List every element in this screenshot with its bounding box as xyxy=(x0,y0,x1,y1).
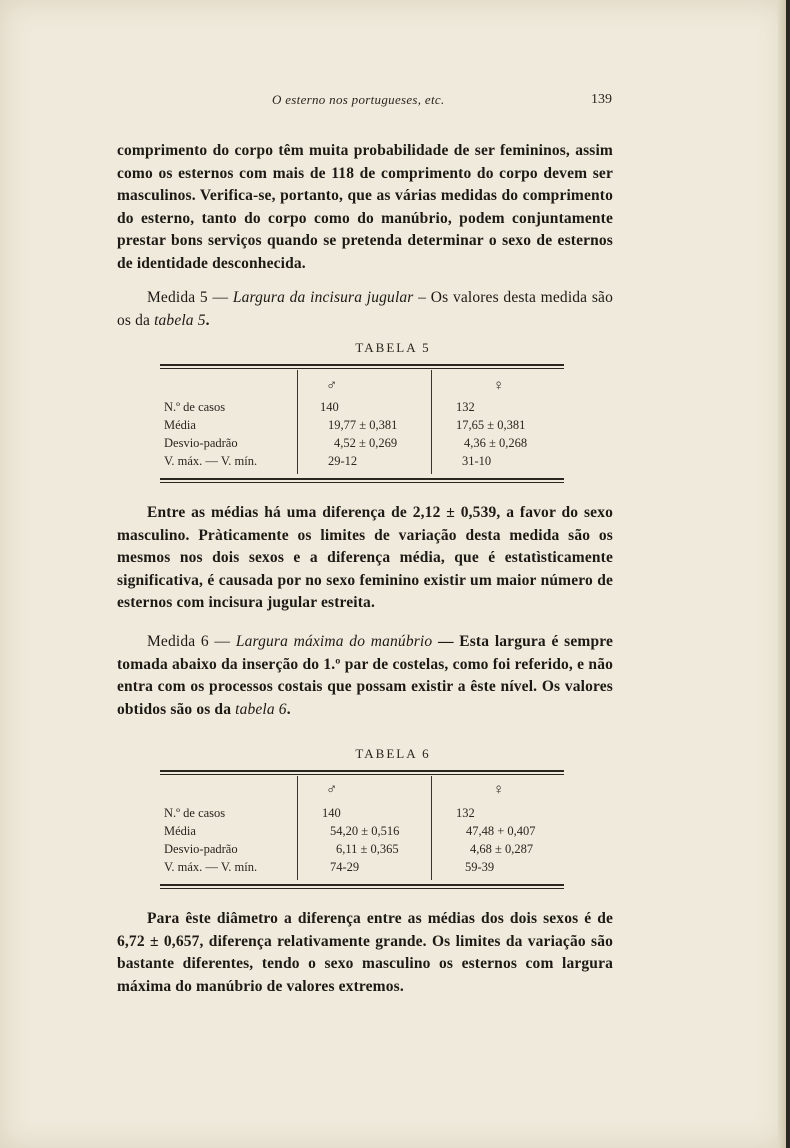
table-6-female-value: 4,68 ± 0,287 xyxy=(470,842,534,856)
table-6-top-rule xyxy=(160,770,564,775)
female-symbol: ♀ xyxy=(493,782,505,798)
table-5-male-value: 19,77 ± 0,381 xyxy=(328,418,398,432)
table-5-female-value: 31-10 xyxy=(462,454,492,468)
table-6-column-divider xyxy=(297,776,298,880)
table-6-male-value: 54,20 ± 0,516 xyxy=(330,824,400,838)
medida-5-mid: – Os valores desta medida são os da xyxy=(117,289,613,329)
medida-6-end: . xyxy=(286,700,291,718)
table-6-row-label: N.º de casos xyxy=(164,806,226,820)
paragraph-medias-5: Entre as médias há uma diferença de 2,12 ± 0,539, a favor do sexo masculino. Pràticamente os limites de variação desta medida são os mesmos nos dois sexos e a diferença média, que é estatìsticamente significativa, é causada por no sexo feminino existir um maior número de esternos com incisura jugular estreita. xyxy=(117,504,613,612)
table-6-male-value: 74-29 xyxy=(330,860,360,874)
female-symbol: ♀ xyxy=(493,378,505,394)
medida-5-title: Largura da incisura jugular xyxy=(232,289,414,306)
medida-6-text: — Esta largura é sempre tomada abaixo da inserção do 1.º par de costelas, como foi referido, e não entra com os processos costais que possam existir a êste nível. Os valores obtidos são os da xyxy=(117,633,613,718)
paragraph-medida-6 xyxy=(117,631,613,721)
table-6-female-value: 47,48 + 0,407 xyxy=(466,824,536,838)
table-6-row-label: Média xyxy=(164,824,196,838)
table-5-caption: TABELA 5 xyxy=(355,340,431,355)
paragraph-intro: comprimento do corpo têm muita probabilidade de ser femininos, assim como os esternos com mais de 118 de comprimento do corpo devem ser masculinos. Verifica-se, portanto, que as várias medidas do comprimento do esterno, tanto do corpo como do manúbrio, podem conjuntamente prestar bons serviços quando se pretenda determinar o sexo de esternos de identidade desconhecida. xyxy=(117,142,613,272)
table-5-female-value: 17,65 ± 0,381 xyxy=(456,418,526,432)
table-6-male-value: 140 xyxy=(322,806,341,820)
table-6-female-value: 59-39 xyxy=(465,860,495,874)
paragraph-medida-5 xyxy=(117,287,613,332)
medida-5-lead: Medida 5 — xyxy=(147,289,233,306)
table-6-female-value: 132 xyxy=(456,806,475,820)
table-6-caption: TABELA 6 xyxy=(355,746,431,761)
running-title: O esterno nos portugueses, etc. xyxy=(272,92,445,107)
table-6 xyxy=(160,770,564,892)
table-5-row-label: Média xyxy=(164,418,196,432)
table-5 xyxy=(160,364,564,486)
table-5-row-label: V. máx. — V. mín. xyxy=(164,454,258,468)
male-symbol: ♂ xyxy=(326,378,338,394)
medida-5-table-ref: tabela 5 xyxy=(154,311,206,329)
table-5-row-label: N.º de casos xyxy=(164,400,226,414)
table-5-male-value: 140 xyxy=(320,400,339,414)
table-5-bottom-rule xyxy=(160,478,564,483)
table-5-female-value: 132 xyxy=(456,400,475,414)
table-5-female-value: 4,36 ± 0,268 xyxy=(464,436,528,450)
table-6-column-divider xyxy=(431,776,432,880)
table-5-male-value: 29-12 xyxy=(328,454,358,468)
table-6-bottom-rule xyxy=(160,884,564,889)
table-5-male-value: 4,52 ± 0,269 xyxy=(334,436,398,450)
table-6-row-label: V. máx. — V. mín. xyxy=(164,860,258,874)
table-6-row-label: Desvio-padrão xyxy=(164,842,238,856)
table-5-top-rule xyxy=(160,364,564,369)
medida-6-lead: Medida 6 — xyxy=(147,633,236,650)
paragraph-conclusion: Para êste diâmetro a diferença entre as médias dos dois sexos é de 6,72 ± 0,657, diferença relativamente grande. Os limites da variação são bastante diferentes, tendo o sexo masculino os esternos com largura máxima do manúbrio de valores extremos. xyxy=(117,910,613,995)
page-number: 139 xyxy=(591,92,612,107)
table-5-column-divider xyxy=(431,370,432,474)
medida-6-title: Largura máxima do manúbrio xyxy=(235,633,433,650)
male-symbol: ♂ xyxy=(326,782,338,798)
table-5-column-divider xyxy=(297,370,298,474)
medida-6-table-ref: tabela 6 xyxy=(235,700,287,718)
table-6-male-value: 6,11 ± 0,365 xyxy=(336,842,399,856)
medida-5-end: . xyxy=(205,311,210,329)
table-5-row-label: Desvio-padrão xyxy=(164,436,238,450)
